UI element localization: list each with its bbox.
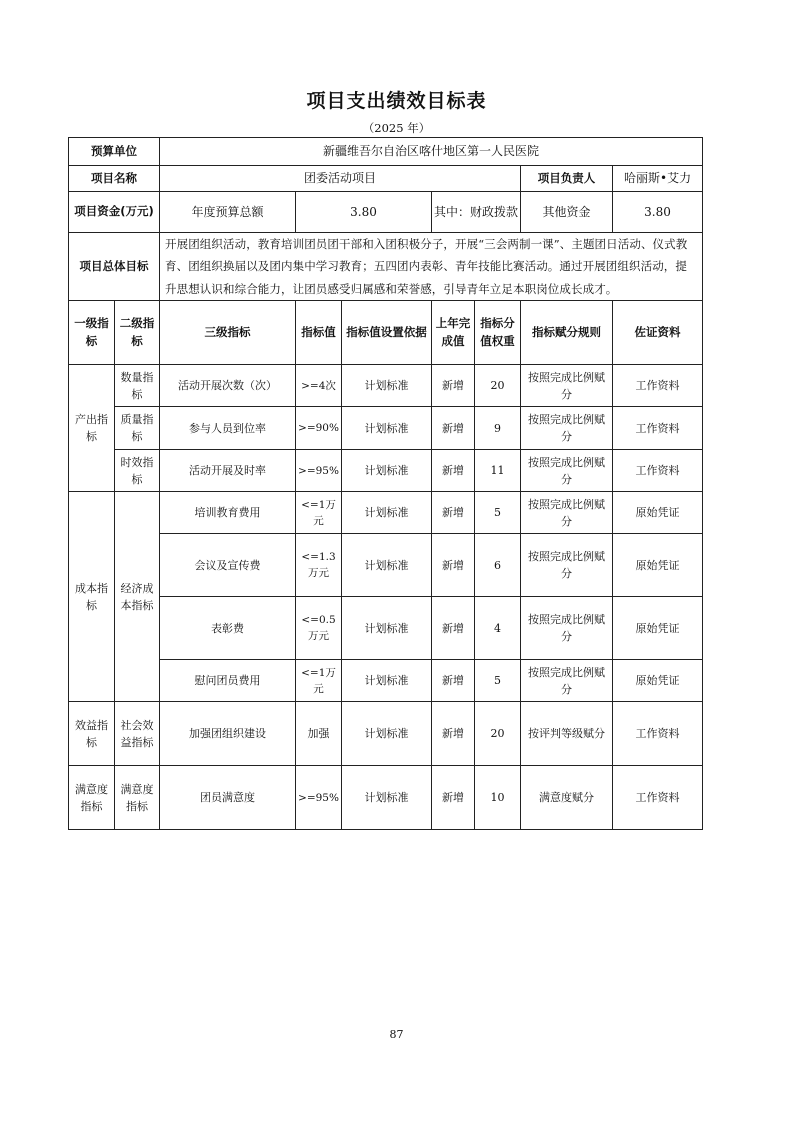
value-cell: <=1万元 <box>296 660 342 702</box>
subgroup-quality: 质量指标 <box>115 407 160 450</box>
last-year-cell: 新增 <box>432 407 475 450</box>
leader-label: 项目负责人 <box>521 166 613 192</box>
rule-cell: 按照完成比例赋分 <box>521 597 613 660</box>
evidence-cell: 原始凭证 <box>613 492 703 534</box>
group-cost: 成本指标 <box>69 492 115 702</box>
evidence-cell: 工作资料 <box>613 365 703 407</box>
rule-cell: 按评判等级赋分 <box>521 702 613 766</box>
page-title: 项目支出绩效目标表 <box>306 90 487 112</box>
basis-cell: 计划标准 <box>342 407 432 450</box>
rule-cell: 满意度赋分 <box>521 766 613 830</box>
year-label: （2025 年） <box>362 121 431 135</box>
indicator-cell: 会议及宣传费 <box>160 534 296 597</box>
fund-label: 项目资金(万元) <box>69 192 160 233</box>
group-output: 产出指标 <box>69 365 115 492</box>
weight-cell: 6 <box>475 534 521 597</box>
goal-row <box>69 233 703 301</box>
indicator-cell: 活动开展次数（次） <box>160 365 296 407</box>
page-number: 87 <box>389 1028 404 1041</box>
col-evidence: 佐证资料 <box>613 301 703 365</box>
last-year-cell: 新增 <box>432 365 475 407</box>
subgroup-satisfaction: 满意度指标 <box>115 766 160 830</box>
rule-cell: 按照完成比例赋分 <box>521 534 613 597</box>
project-name-row <box>69 166 703 192</box>
rule-cell: 按照完成比例赋分 <box>521 450 613 492</box>
indicator-cell: 活动开展及时率 <box>160 450 296 492</box>
col-level3: 三级指标 <box>160 301 296 365</box>
subgroup-timeliness: 时效指标 <box>115 450 160 492</box>
table-row <box>69 450 703 492</box>
basis-cell: 计划标准 <box>342 365 432 407</box>
value-cell: <=1万元 <box>296 492 342 534</box>
table-row <box>69 766 703 830</box>
budget-unit-row <box>69 138 703 166</box>
evidence-cell: 工作资料 <box>613 407 703 450</box>
last-year-cell: 新增 <box>432 597 475 660</box>
value-cell: >=95% <box>296 450 342 492</box>
table-row <box>69 365 703 407</box>
column-header-row <box>69 301 703 365</box>
col-rule: 指标赋分规则 <box>521 301 613 365</box>
fiscal-label: 其中：财政拨款 <box>432 192 521 233</box>
table-row <box>69 702 703 766</box>
value-cell: 加强 <box>296 702 342 766</box>
last-year-cell: 新增 <box>432 450 475 492</box>
last-year-cell: 新增 <box>432 702 475 766</box>
col-last-year: 上年完成值 <box>432 301 475 365</box>
value-cell: >=90% <box>296 407 342 450</box>
basis-cell: 计划标准 <box>342 660 432 702</box>
rule-cell: 按照完成比例赋分 <box>521 492 613 534</box>
indicator-cell: 表彰费 <box>160 597 296 660</box>
last-year-cell: 新增 <box>432 492 475 534</box>
table-row <box>69 534 703 597</box>
table-row <box>69 492 703 534</box>
last-year-cell: 新增 <box>432 534 475 597</box>
basis-cell: 计划标准 <box>342 597 432 660</box>
indicator-cell: 培训教育费用 <box>160 492 296 534</box>
total-label: 年度预算总额 <box>160 192 296 233</box>
evidence-cell: 原始凭证 <box>613 660 703 702</box>
other-label: 其他资金 <box>521 192 613 233</box>
total-value: 3.80 <box>296 192 432 233</box>
subgroup-quantity: 数量指标 <box>115 365 160 407</box>
evidence-cell: 原始凭证 <box>613 534 703 597</box>
weight-cell: 10 <box>475 766 521 830</box>
basis-cell: 计划标准 <box>342 534 432 597</box>
indicator-cell: 慰问团员费用 <box>160 660 296 702</box>
last-year-cell: 新增 <box>432 660 475 702</box>
weight-cell: 4 <box>475 597 521 660</box>
goal-text: 开展团组织活动，教育培训团员团干部和入团积极分子，开展“三会两制一课”、主题团日活动、仪式教育、团组织换届以及团内集中学习教育；五四团内表彰、青年技能比赛活动。通过开展团组织活动，提升思想认识和综合能力，让团员感受归属感和荣誉感，引导青年立足本职岗位成长成才。 <box>160 233 703 301</box>
leader-value: 哈丽斯•艾力 <box>613 166 703 192</box>
col-basis: 指标值设置依据 <box>342 301 432 365</box>
value-cell: >=95% <box>296 766 342 830</box>
last-year-cell: 新增 <box>432 766 475 830</box>
value-cell: <=1.3万元 <box>296 534 342 597</box>
project-name-value: 团委活动项目 <box>160 166 521 192</box>
evidence-cell: 原始凭证 <box>613 597 703 660</box>
group-satisfaction: 满意度指标 <box>69 766 115 830</box>
col-level1: 一级指标 <box>69 301 115 365</box>
rule-cell: 按照完成比例赋分 <box>521 365 613 407</box>
evidence-cell: 工作资料 <box>613 450 703 492</box>
group-benefit: 效益指标 <box>69 702 115 766</box>
weight-cell: 5 <box>475 660 521 702</box>
table-row <box>69 660 703 702</box>
value-cell: <=0.5万元 <box>296 597 342 660</box>
col-weight: 指标分值权重 <box>475 301 521 365</box>
rule-cell: 按照完成比例赋分 <box>521 660 613 702</box>
col-value: 指标值 <box>296 301 342 365</box>
basis-cell: 计划标准 <box>342 766 432 830</box>
col-level2: 二级指标 <box>115 301 160 365</box>
weight-cell: 20 <box>475 365 521 407</box>
weight-cell: 5 <box>475 492 521 534</box>
rule-cell: 按照完成比例赋分 <box>521 407 613 450</box>
subgroup-economic: 经济成本指标 <box>115 492 160 702</box>
evidence-cell: 工作资料 <box>613 766 703 830</box>
indicator-cell: 加强团组织建设 <box>160 702 296 766</box>
weight-cell: 9 <box>475 407 521 450</box>
goal-label: 项目总体目标 <box>69 233 160 301</box>
indicator-cell: 团员满意度 <box>160 766 296 830</box>
basis-cell: 计划标准 <box>342 450 432 492</box>
project-name-label: 项目名称 <box>69 166 160 192</box>
indicator-cell: 参与人员到位率 <box>160 407 296 450</box>
fund-row <box>69 192 703 233</box>
basis-cell: 计划标准 <box>342 492 432 534</box>
performance-table <box>68 137 703 830</box>
evidence-cell: 工作资料 <box>613 702 703 766</box>
weight-cell: 20 <box>475 702 521 766</box>
weight-cell: 11 <box>475 450 521 492</box>
unit-label: 预算单位 <box>69 138 160 166</box>
table-row <box>69 407 703 450</box>
table-row <box>69 597 703 660</box>
subgroup-social: 社会效益指标 <box>115 702 160 766</box>
other-value: 3.80 <box>613 192 703 233</box>
unit-value: 新疆维吾尔自治区喀什地区第一人民医院 <box>160 138 703 166</box>
value-cell: >=4次 <box>296 365 342 407</box>
basis-cell: 计划标准 <box>342 702 432 766</box>
